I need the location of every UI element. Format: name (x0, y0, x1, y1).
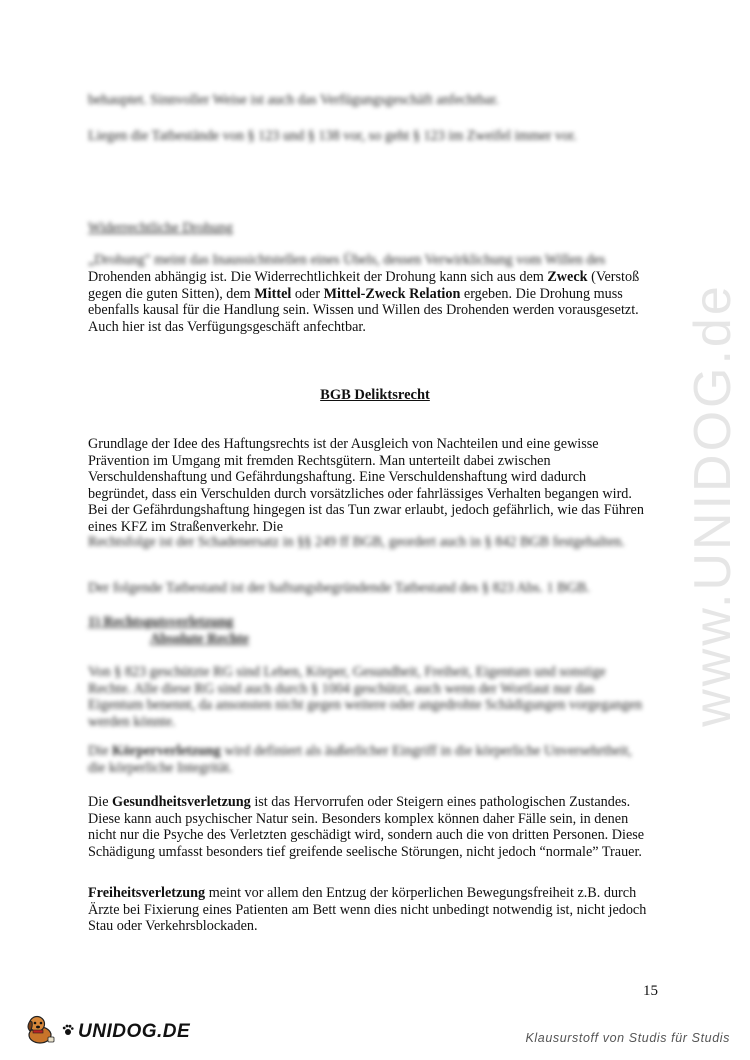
footer-tagline: Klausurstoff von Studis für Studis (525, 1031, 730, 1045)
paw-icon (62, 1023, 74, 1041)
drohung-text-a: Drohenden abhängig ist. Die Widerrechtlichkeit der Drohung kann sich aus dem (88, 269, 548, 285)
section-heading: BGB Deliktsrecht (320, 387, 430, 403)
intro-blurred: Rechtsfolge ist der Schadenersatz in §§ 249 ff BGB, geordert auch in § 842 BGB festgehalten. (88, 534, 625, 550)
gesundheit-paragraph (88, 794, 648, 860)
watermark (668, 270, 750, 740)
sub-heading-1: 1) Rechtsgutsverletzung (88, 614, 234, 630)
gesundheit-rest: ist das Hervorrufen oder Steigern eines pathologischen Zustandes. Diese kann auch psychischer Natur sein. Besonders komplex können daher Fälle sein, in denen nicht nur die Psyche des Verletzten geschädigt wird, sondern auch die von dritten Personen. Diese Schädigung umfasst besonders tief greifende seelische Störungen, nicht jedoch “normale” Trauer. (88, 794, 645, 860)
gesundheit-bold: Gesundheitsverletzung (112, 794, 251, 810)
koerper-prefix: Die (88, 743, 113, 759)
blurred-line-2: Liegen die Tatbestände von § 123 und § 138 vor, so geht § 123 im Zweifel immer vor. (88, 128, 577, 144)
sub-heading-2: Absolute Rechte (150, 631, 249, 647)
blurred-line-1: behauptet. Sinnvoller Weise ist auch das Verfügungsgeschäft anfechtbar. (88, 92, 499, 108)
drohung-paragraph (88, 269, 648, 335)
drohung-blurred-line: „Drohung" meint das Inaussichtstellen eines Übels, dessen Verwirklichung vom Willen des (88, 252, 606, 268)
freiheit-paragraph (88, 885, 648, 935)
tatbestand-line: Der folgende Tatbestand ist der haftungsbegründende Tatbestand des § 823 Abs. 1 BGB. (88, 580, 590, 596)
freiheit-bold: Freiheitsverletzung (88, 885, 206, 901)
dog-icon (24, 1013, 58, 1050)
watermark-text: www.UNIDOG.de (684, 283, 742, 727)
intro-paragraph: Grundlage der Idee des Haftungsrechts ist der Ausgleich von Nachteilen und eine gewisse Prävention im Umgang mit fremden Rechtsgütern. Man unterteilt dabei zwischen Verschuldenshaftung und Gefährdungshaftung. Eine Verschuldenshaftung wird dadurch begründet, dass ein Verschulden durch vorsätzliches oder fahrlässiges Verhalten begangen wird. Bei der Gefährdungshaftung hingegen ist das Tun zwar erlaubt, jedoch gefährlich, wie das Führen eines KFZ im Straßenverkehr. Die (88, 436, 644, 535)
drohung-text-c: oder (291, 285, 324, 302)
freiheit-rest: meint vor allem den Entzug der körperlichen Bewegungsfreiheit z.B. durch Ärzte bei Fixierung eines Patienten am Bett wenn dies nicht unbedingt notwendig ist, nicht jedoch Stau oder Verkehrsblockaden. (88, 885, 647, 934)
logo-text: UNIDOG.DE (78, 1020, 191, 1042)
drohung-bold-mittel: Mittel (254, 285, 292, 302)
drohung-heading: Widerrechtliche Drohung (88, 220, 233, 236)
koerper-paragraph (88, 743, 648, 776)
rechte-paragraph: Von § 823 geschützte RG sind Leben, Körper, Gesundheit, Freiheit, Eigentum und sonstige Rechte. Alle diese RG sind auch durch § 1004 geschützt, auch wenn der Wortlaut nur das Eigentum benennt, da ansonsten nicht gegen weitere oder angedrohte Schädigungen vorgegangen werden könnte. (88, 664, 643, 730)
page-number: 15 (643, 983, 658, 999)
drohung-text-d: ergeben. Die Drohung muss ebenfalls kausal für die Handlung sein. Wissen und Willen des Drohenden werden vorausgesetzt. Auch hier ist das Verfügungsgeschäft anfechtbar. (88, 285, 639, 335)
koerper-rest: wird definiert als äußerlicher Eingriff in die körperliche Unversehrtheit, die körperliche Integrität. (88, 743, 632, 776)
footer-logo (24, 1013, 190, 1050)
drohung-text-b: (Verstoß gegen die guten Sitten), dem (88, 269, 640, 302)
drohung-bold-zweck: Zweck (547, 269, 588, 285)
gesundheit-prefix: Die (88, 794, 113, 810)
drohung-bold-relation: Mittel-Zweck Relation (323, 285, 461, 302)
koerper-bold: Körperverletzung (112, 743, 221, 759)
